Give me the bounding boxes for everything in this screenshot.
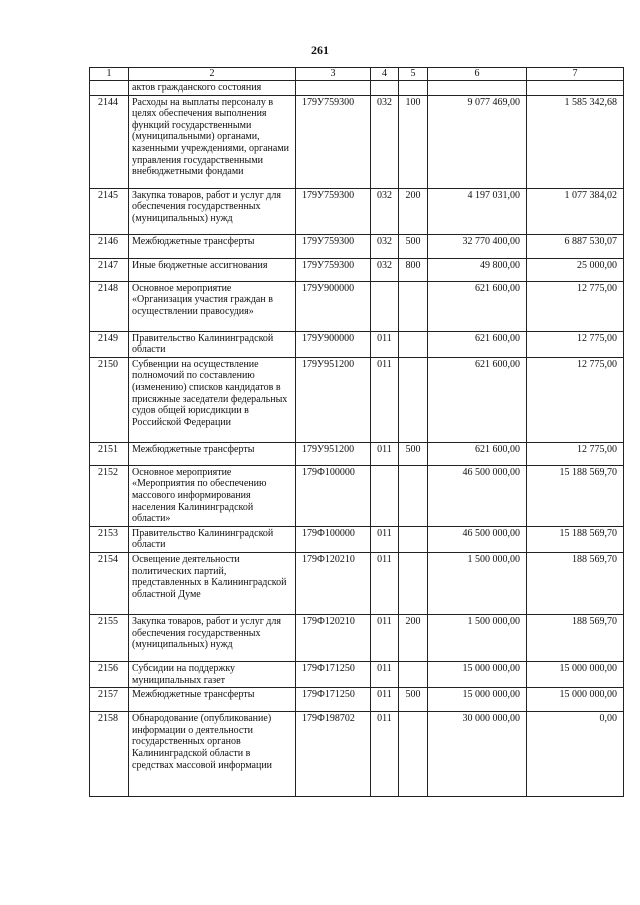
amount-fact: 1 077 384,02: [527, 188, 624, 234]
admin-code: 011: [371, 357, 399, 442]
row-name: Межбюджетные трансферты: [129, 234, 296, 258]
amount-plan: 621 600,00: [428, 442, 527, 465]
row-name: Правительство Калининградской области: [129, 331, 296, 357]
amount-fact: 6 887 530,07: [527, 234, 624, 258]
amount-fact: 12 775,00: [527, 331, 624, 357]
budget-table: [89, 67, 624, 797]
target-code: 179Ф100000: [296, 465, 371, 526]
row-number: 2144: [90, 95, 129, 188]
target-code: 179Ф120210: [296, 552, 371, 614]
amount-fact: 15 188 569,70: [527, 465, 624, 526]
admin-code: [371, 465, 399, 526]
target-code: 179Ф198702: [296, 712, 371, 797]
amount-plan: 15 000 000,00: [428, 661, 527, 687]
table-row: [90, 712, 624, 797]
target-code: 179Ф120210: [296, 614, 371, 661]
row-name: Основное мероприятие «Мероприятия по обеспечению массового информирования населения Калининградской области»: [129, 465, 296, 526]
table-body: [90, 81, 624, 797]
admin-code: 011: [371, 552, 399, 614]
row-name: Закупка товаров, работ и услуг для обеспечения государственных (муниципальных) нужд: [129, 614, 296, 661]
column-header-1: 1: [90, 68, 129, 81]
page-number: 261: [311, 43, 329, 57]
amount-plan: 46 500 000,00: [428, 526, 527, 552]
row-name: Межбюджетные трансферты: [129, 688, 296, 712]
amount-fact: [527, 81, 624, 96]
expense-type: [399, 526, 428, 552]
table-row: [90, 95, 624, 188]
table-header: [90, 68, 624, 81]
admin-code: 011: [371, 331, 399, 357]
row-number: 2151: [90, 442, 129, 465]
target-code: 179У951200: [296, 357, 371, 442]
table-row: [90, 188, 624, 234]
expense-type: [399, 465, 428, 526]
amount-plan: 621 600,00: [428, 357, 527, 442]
amount-fact: 188 569,70: [527, 614, 624, 661]
amount-fact: 25 000,00: [527, 258, 624, 281]
expense-type: 100: [399, 95, 428, 188]
amount-fact: 15 000 000,00: [527, 661, 624, 687]
row-name: Межбюджетные трансферты: [129, 442, 296, 465]
table-row: [90, 442, 624, 465]
table-row: [90, 661, 624, 687]
table-row: [90, 81, 624, 96]
amount-plan: 9 077 469,00: [428, 95, 527, 188]
amount-fact: 12 775,00: [527, 281, 624, 331]
table-row: [90, 526, 624, 552]
expense-type: 500: [399, 688, 428, 712]
amount-plan: 46 500 000,00: [428, 465, 527, 526]
amount-plan: 32 770 400,00: [428, 234, 527, 258]
target-code: 179Ф171250: [296, 688, 371, 712]
admin-code: 032: [371, 234, 399, 258]
amount-fact: 12 775,00: [527, 442, 624, 465]
expense-type: 800: [399, 258, 428, 281]
row-number: 2146: [90, 234, 129, 258]
row-name: Субвенции на осуществление полномочий по составлению (изменению) списков кандидатов в присяжные заседатели федеральных судов общей юрисдикции в Российской Федерации: [129, 357, 296, 442]
amount-fact: 15 000 000,00: [527, 688, 624, 712]
row-number: [90, 81, 129, 96]
row-name: Освещение деятельности политических партий, представленных в Калининградской областной Думе: [129, 552, 296, 614]
column-header-2: 2: [129, 68, 296, 81]
amount-plan: 4 197 031,00: [428, 188, 527, 234]
row-name: Субсидии на поддержку муниципальных газет: [129, 661, 296, 687]
row-name: актов гражданского состояния: [129, 81, 296, 96]
expense-type: [399, 712, 428, 797]
table-row: [90, 614, 624, 661]
target-code: 179У900000: [296, 281, 371, 331]
expense-type: 200: [399, 614, 428, 661]
expense-type: [399, 357, 428, 442]
target-code: 179Ф171250: [296, 661, 371, 687]
row-number: 2145: [90, 188, 129, 234]
amount-fact: 0,00: [527, 712, 624, 797]
admin-code: 011: [371, 661, 399, 687]
amount-fact: 12 775,00: [527, 357, 624, 442]
row-name: Закупка товаров, работ и услуг для обеспечения государственных (муниципальных) нужд: [129, 188, 296, 234]
amount-fact: 1 585 342,68: [527, 95, 624, 188]
expense-type: [399, 552, 428, 614]
row-name: Расходы на выплаты персоналу в целях обеспечения выполнения функций государственными (муниципальными) органами, казенными учреждениями, органами управления государственными внебюджетными фондами: [129, 95, 296, 188]
column-header-4: 4: [371, 68, 399, 81]
admin-code: 032: [371, 258, 399, 281]
row-name: Иные бюджетные ассигнования: [129, 258, 296, 281]
expense-type: [399, 661, 428, 687]
column-header-6: 6: [428, 68, 527, 81]
expense-type: 500: [399, 442, 428, 465]
amount-plan: [428, 81, 527, 96]
column-header-3: 3: [296, 68, 371, 81]
admin-code: 011: [371, 442, 399, 465]
amount-plan: 15 000 000,00: [428, 688, 527, 712]
amount-fact: 188 569,70: [527, 552, 624, 614]
admin-code: 011: [371, 688, 399, 712]
expense-type: 200: [399, 188, 428, 234]
target-code: 179У759300: [296, 234, 371, 258]
row-number: 2152: [90, 465, 129, 526]
admin-code: 011: [371, 526, 399, 552]
amount-fact: 15 188 569,70: [527, 526, 624, 552]
row-number: 2158: [90, 712, 129, 797]
row-number: 2148: [90, 281, 129, 331]
table-row: [90, 688, 624, 712]
row-number: 2150: [90, 357, 129, 442]
amount-plan: 30 000 000,00: [428, 712, 527, 797]
expense-type: 500: [399, 234, 428, 258]
row-number: 2154: [90, 552, 129, 614]
admin-code: 011: [371, 614, 399, 661]
row-number: 2156: [90, 661, 129, 687]
row-number: 2149: [90, 331, 129, 357]
target-code: 179У759300: [296, 188, 371, 234]
amount-plan: 49 800,00: [428, 258, 527, 281]
row-number: 2147: [90, 258, 129, 281]
expense-type: [399, 331, 428, 357]
table-row: [90, 331, 624, 357]
table-row: [90, 465, 624, 526]
table-row: [90, 357, 624, 442]
admin-code: 032: [371, 188, 399, 234]
target-code: [296, 81, 371, 96]
table-row: [90, 258, 624, 281]
table-row: [90, 234, 624, 258]
target-code: 179У900000: [296, 331, 371, 357]
admin-code: [371, 281, 399, 331]
column-header-7: 7: [527, 68, 624, 81]
expense-type: [399, 281, 428, 331]
header-row: [90, 68, 624, 81]
target-code: 179Ф100000: [296, 526, 371, 552]
column-header-5: 5: [399, 68, 428, 81]
amount-plan: 1 500 000,00: [428, 552, 527, 614]
amount-plan: 621 600,00: [428, 281, 527, 331]
row-name: Правительство Калининградской области: [129, 526, 296, 552]
row-name: Обнародование (опубликование) информации о деятельности государственных органов Калининградской области в средствах массовой информации: [129, 712, 296, 797]
row-number: 2157: [90, 688, 129, 712]
row-number: 2155: [90, 614, 129, 661]
target-code: 179У759300: [296, 95, 371, 188]
admin-code: 032: [371, 95, 399, 188]
admin-code: [371, 81, 399, 96]
table-row: [90, 552, 624, 614]
row-number: 2153: [90, 526, 129, 552]
row-name: Основное мероприятие «Организация участия граждан в осуществлении правосудия»: [129, 281, 296, 331]
target-code: 179У759300: [296, 258, 371, 281]
target-code: 179У951200: [296, 442, 371, 465]
amount-plan: 621 600,00: [428, 331, 527, 357]
table-row: [90, 281, 624, 331]
amount-plan: 1 500 000,00: [428, 614, 527, 661]
expense-type: [399, 81, 428, 96]
admin-code: 011: [371, 712, 399, 797]
